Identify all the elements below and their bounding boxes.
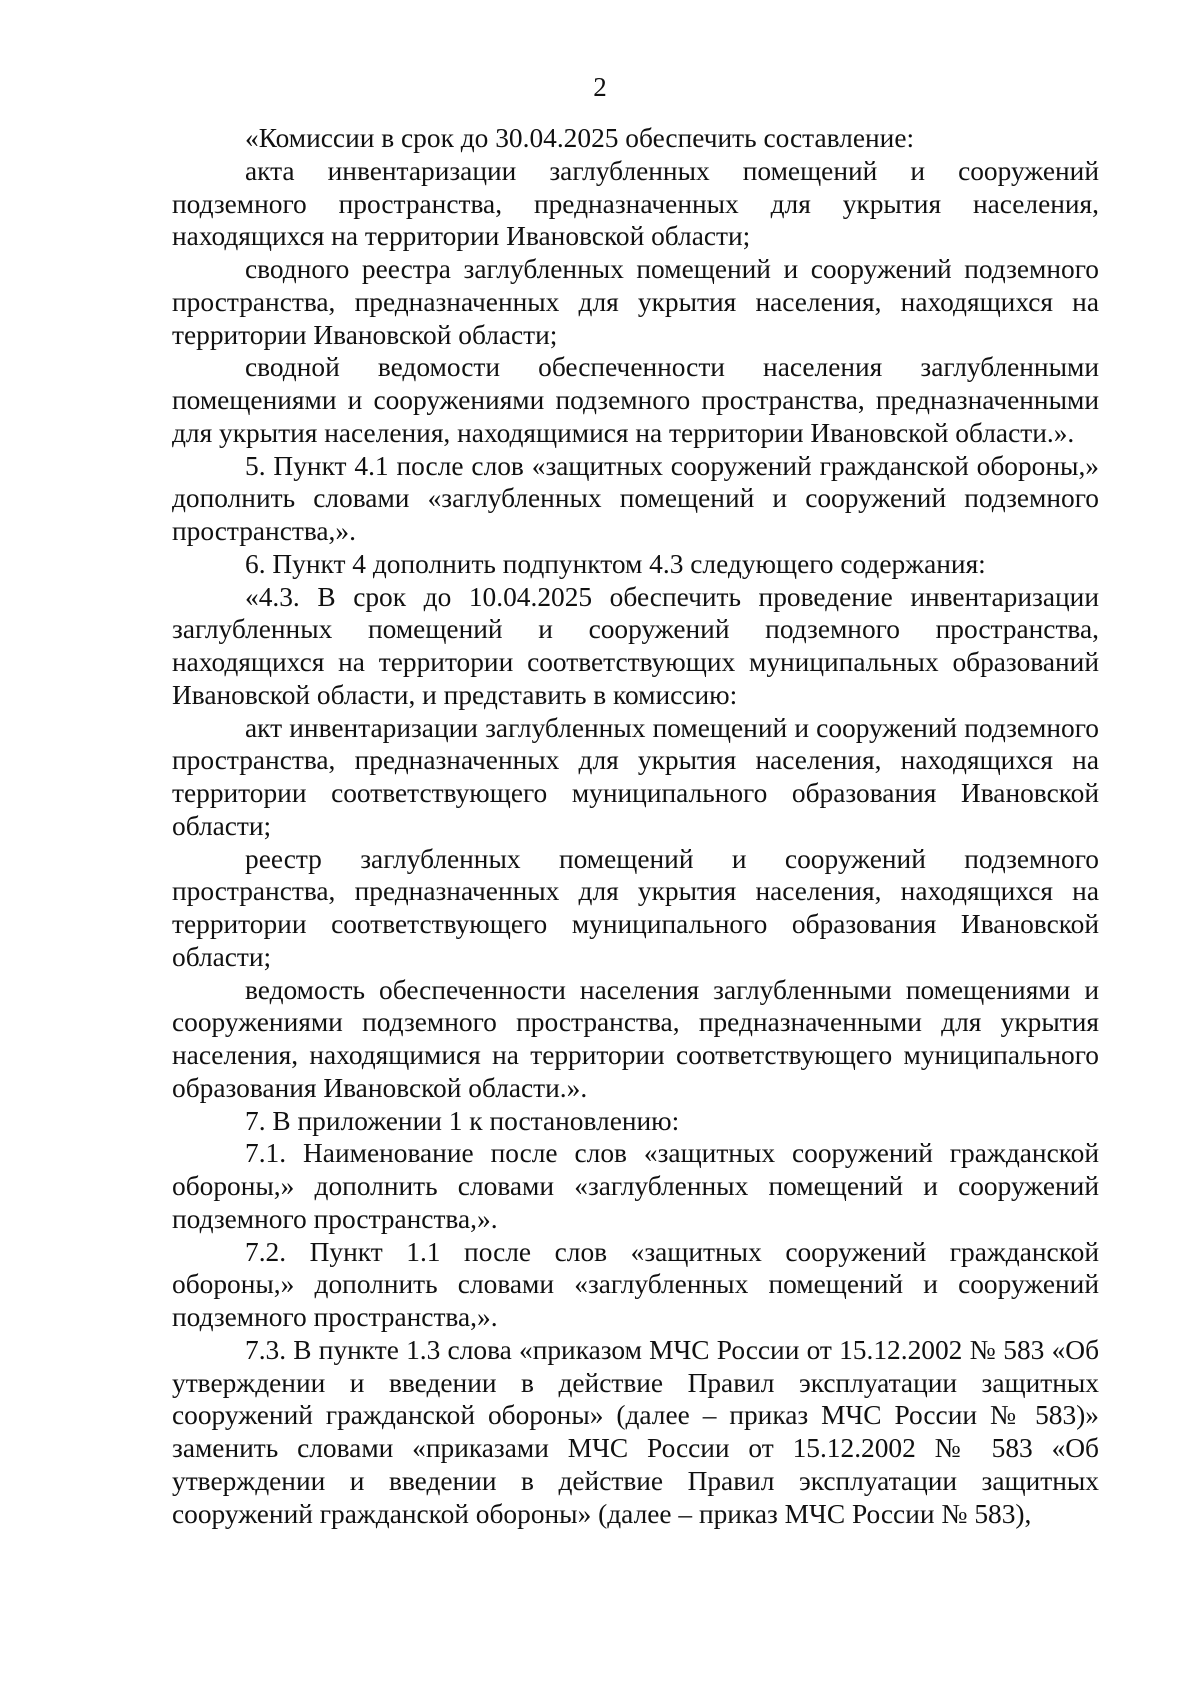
page-number: 2 xyxy=(593,72,607,102)
document-body xyxy=(172,122,1099,1530)
paragraph-summary-statement: сводной ведомости обеспеченности населения заглубленными помещениями и сооружениями подземного пространства, предназначенными для укрытия населения, находящимися на территории Ивановской области.». xyxy=(172,352,1099,448)
paragraph-municipal-statement: ведомость обеспеченности населения заглубленными помещениями и сооружениями подземного пространства, предназначенными для укрытия населения, находящимися на территории соответствующего муниципального образования Ивановской области.». xyxy=(172,974,1099,1103)
paragraph-item-5: 5. Пункт 4.1 после слов «защитных сооружений гражданской обороны,» дополнить словами «заглубленных помещений и сооружений подземного пространства,». xyxy=(172,450,1099,546)
paragraph-subitem-4-3: «4.3. В срок до 10.04.2025 обеспечить проведение инвентаризации заглубленных помещений и сооружений подземного пространства, находящихся на территории соответствующих муниципальных образований Ивановской области, и представить в комиссию: xyxy=(172,581,1099,710)
paragraph-item-7-2: 7.2. Пункт 1.1 после слов «защитных сооружений гражданской обороны,» дополнить словами «заглубленных помещений и сооружений подземного пространства,». xyxy=(172,1236,1099,1332)
paragraph-summary-register: сводного реестра заглубленных помещений и сооружений подземного пространства, предназначенных для укрытия населения, находящихся на территории Ивановской области; xyxy=(172,254,1099,350)
paragraph-item-7-1: 7.1. Наименование после слов «защитных сооружений гражданской обороны,» дополнить словами «заглубленных помещений и сооружений подземного пространства,». xyxy=(172,1138,1099,1234)
paragraph-commission-intro: «Комиссии в срок до 30.04.2025 обеспечить составление: xyxy=(245,123,915,153)
paragraph-item-7-3: 7.3. В пункте 1.3 слова «приказом МЧС России от 15.12.2002 № 583 «Об утверждении и введении в действие Правил эксплуатации защитных сооружений гражданской обороны» (далее – приказ МЧС России № 583)» заменить словами «приказами МЧС России от 15.12.2002 № 583 «Об утверждении и введении в действие Правил эксплуатации защитных сооружений гражданской обороны» (далее – приказ МЧС России № 583), xyxy=(172,1334,1099,1529)
paragraph-municipal-act: акт инвентаризации заглубленных помещений и сооружений подземного пространства, предназначенных для укрытия населения, находящихся на территории соответствующего муниципального образования Ивановской области; xyxy=(172,712,1099,841)
paragraph-item-7: 7. В приложении 1 к постановлению: xyxy=(245,1105,680,1136)
paragraph-municipal-register: реестр заглубленных помещений и сооружений подземного пространства, предназначенных для укрытия населения, находящихся на территории соответствующего муниципального образования Ивановской области; xyxy=(172,843,1099,972)
paragraph-item-6: 6. Пункт 4 дополнить подпунктом 4.3 следующего содержания: xyxy=(245,548,986,579)
paragraph-inventory-act: акта инвентаризации заглубленных помещений и сооружений подземного пространства, предназначенных для укрытия населения, находящихся на территории Ивановской области; xyxy=(172,155,1099,252)
